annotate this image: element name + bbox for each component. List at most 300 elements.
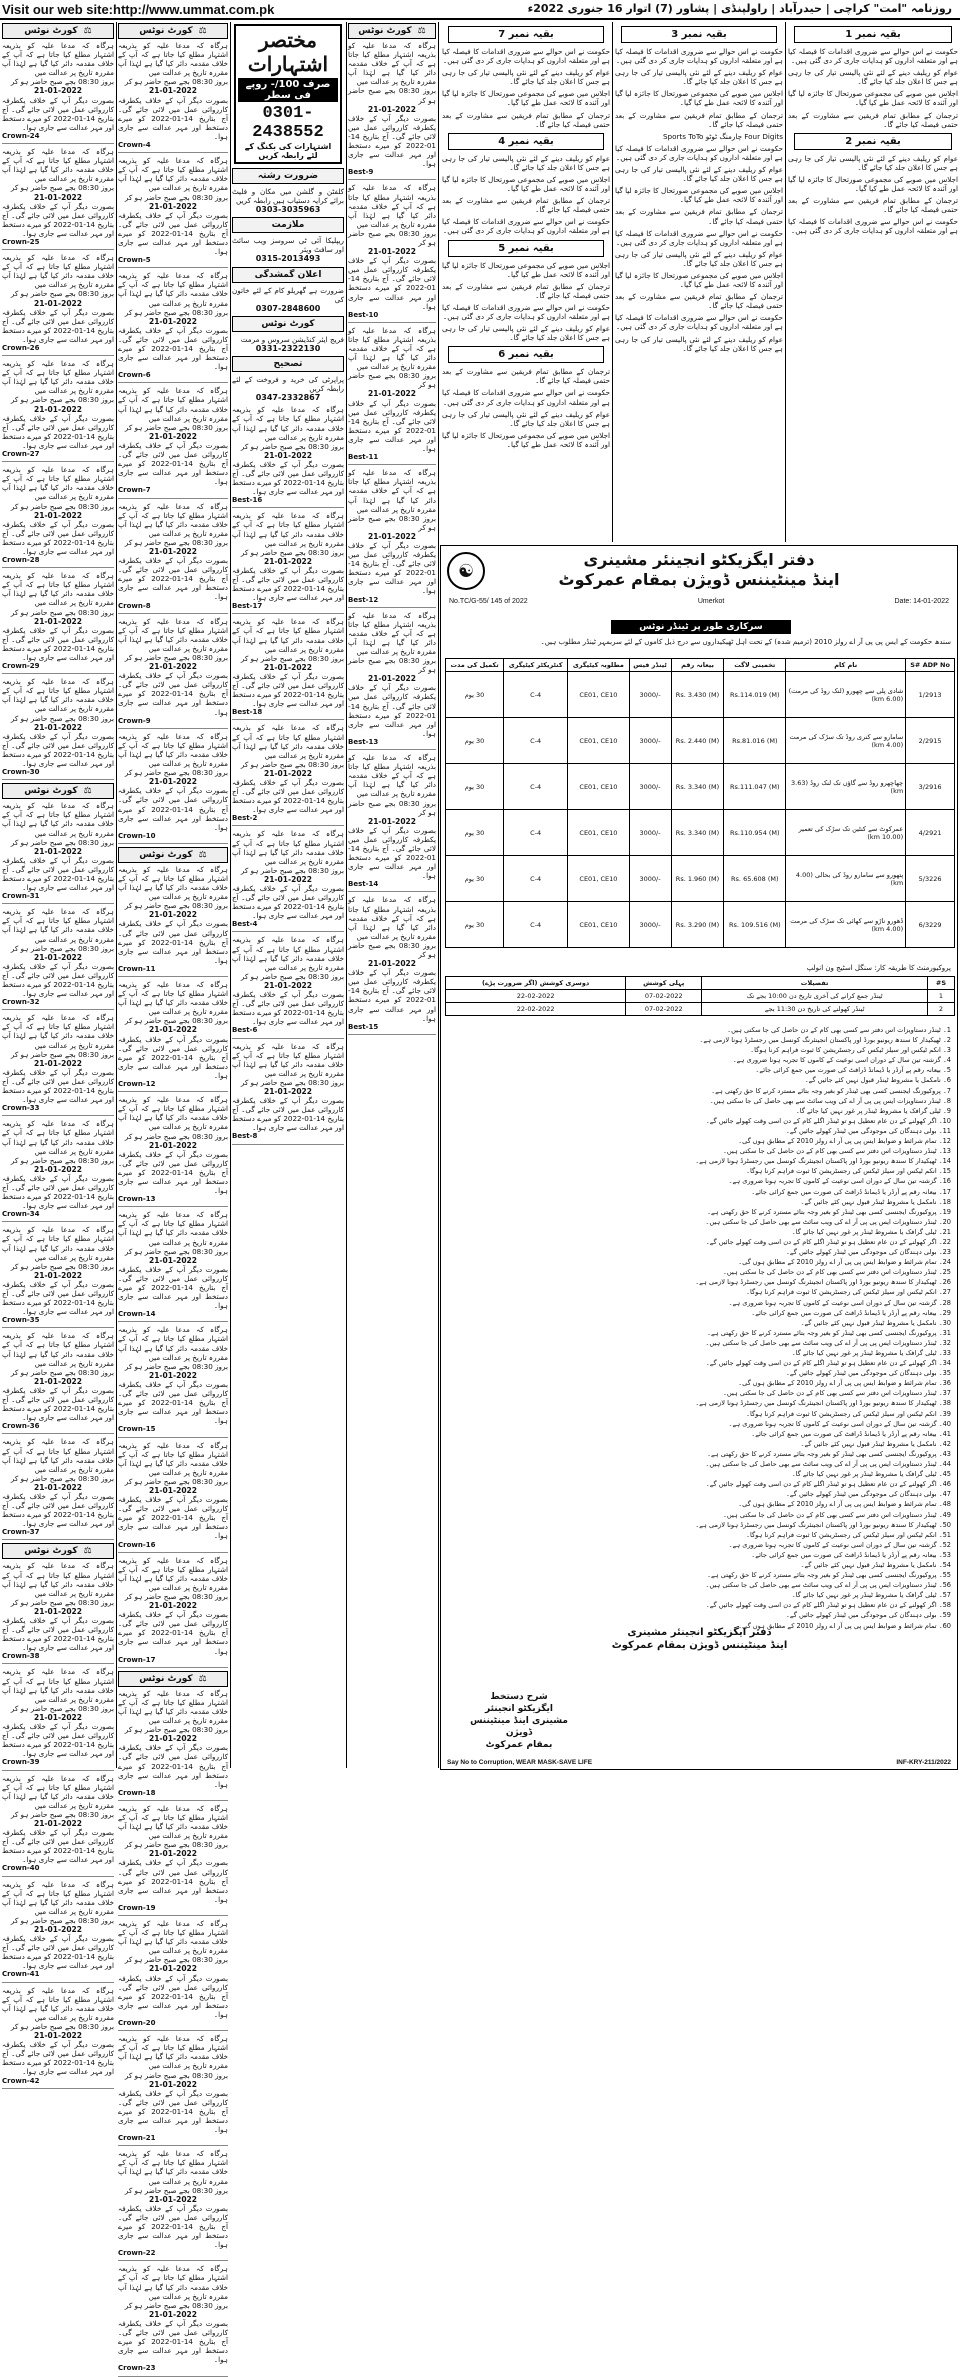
tender-condition: 51۔ انکم ٹیکس اور سیلز ٹیکس کی رجسٹریشن کا ثبوت فراہم کرنا ہوگا۔	[746, 1530, 951, 1539]
notice-body: بصورت دیگر آپ کے خلاف یکطرفہ کارروائی عمل میں لائی جائے گی۔ آج بتاریخ 14-01-2022 کو میرے دستخط اور مہر عدالت سے جاری ہوا۔	[2, 413, 114, 450]
notice-body: ہرگاہ کہ مدعا علیہ کو بذریعہ اشتہار مطلع کیا جاتا ہے کہ آپ کے خلاف مقدمہ دائر کیا گیا ہے لہٰذا آپ مقررہ تاریخ پر عدالت میں	[118, 1688, 228, 1726]
notice-hearing: بروز 08:30 بجے صبح حاضر ہو کر	[10, 1473, 114, 1483]
notice-code: Crown-14	[118, 1310, 156, 1319]
tender-condition: 27۔ انکم ٹیکس اور سیلز ٹیکس کی رجسٹریشن کا ثبوت فراہم کرنا ہوگا۔	[746, 1288, 951, 1297]
tender-condition: 31۔ پروکیورنگ ایجنسی کسی بھی ٹینڈر کو بغیر وجہ بتائے مسترد کرنے کا حق رکھتی ہے۔	[707, 1328, 951, 1337]
court-notice-header	[2, 1543, 114, 1559]
notice-body: بصورت دیگر آپ کے خلاف یکطرفہ کارروائی عمل میں لائی جائے گی۔ آج بتاریخ 14-01-2022 کو میرے دستخط اور مہر عدالت سے جاری ہوا۔	[232, 459, 344, 497]
notice-code: Crown-24	[2, 131, 40, 140]
article-paragraph: ترجمان کے مطابق تمام فریقین سے مشاورت کے بعد حتمی فیصلہ کیا جائے گا۔	[442, 196, 610, 215]
tender-spec: CE01, CE10	[568, 810, 629, 856]
notice-hearing: بروز 08:30 بجے صبح حاضر ہو کر	[10, 395, 114, 405]
court-notice-header	[2, 23, 114, 39]
tender-condition: 12۔ تمام شرائط و ضوابط ایس پی پی آر اے رولز 2010 کے مطابق ہوں گی۔	[738, 1137, 951, 1146]
tender-condition: 36۔ تمام شرائط و ضوابط ایس پی پی آر اے رولز 2010 کے مطابق ہوں گی۔	[738, 1379, 951, 1388]
notice-hearing: بروز 08:30 بجے صبح حاضر ہو کر	[10, 289, 114, 299]
notice-body: بصورت دیگر آپ کے خلاف یکطرفہ کارروائی عمل میں لائی جائے گی۔ آج بتاریخ 14-01-2022 کو میرے دستخط اور مہر عدالت سے جاری ہوا۔	[232, 884, 344, 921]
notice-hearing: بروز 08:30 بجے صبح حاضر ہو کر	[124, 307, 228, 317]
notice-body: ہرگاہ کہ مدعا علیہ کو بذریعہ اشتہار مطلع کیا جاتا ہے کہ آپ کے خلاف مقدمہ دائر کیا گیا ہے لہٰذا آپ مقررہ تاریخ پر عدالت میں	[2, 1561, 114, 1598]
notice-code: Best-11	[348, 453, 379, 462]
notice-code: Crown-15	[118, 1425, 156, 1434]
ad-text: کلفٹن و گلشن میں مکان و فلیٹ برائے کرایہ دستیاب ہیں رابطہ کریں	[232, 187, 344, 206]
article-paragraph: عوام کو ریلیف دینے کے لئے نئی پالیسی تیار کی جا رہی ہے جس کا اعلان جلد کیا جائے گا۔	[615, 249, 783, 268]
article-paragraph: ترجمان کے مطابق تمام فریقین سے مشاورت کے بعد حتمی فیصلہ کیا جائے گا۔	[442, 110, 610, 129]
tender-meta	[449, 598, 949, 605]
tender-condition: 5۔ بیعانہ رقم پے آرڈر یا ڈیمانڈ ڈرافٹ کی صورت میں جمع کرائی جائے۔	[755, 1066, 951, 1075]
notice-hearing: بروز 08:30 بجے صبح حاضر ہو کر	[10, 1261, 114, 1271]
article-paragraph: عوام کو ریلیف دینے کے لئے نئی پالیسی تیار کی جا رہی ہے جس کا اعلان جلد کیا جائے گا۔	[615, 334, 783, 353]
notice-body: ہرگاہ کہ مدعا علیہ کو بذریعہ اشتہار مطلع کیا جاتا ہے کہ آپ کے خلاف مقدمہ دائر کیا گیا ہے لہٰذا آپ مقررہ تاریخ پر عدالت میں	[348, 468, 436, 514]
article-continuation-head: بقیہ نمبر 6	[448, 346, 604, 363]
notice-code: Crown-41	[2, 1970, 40, 1979]
tender-earnest: Rs. 3.290 (M)	[671, 902, 724, 948]
notice-date: 21-01-2022	[264, 450, 312, 460]
tender-condition: 44۔ ٹینڈر دستاویزات ایس پی پی آر اے کی ویب سائٹ سے بھی حاصل کی جا سکتی ہیں۔	[705, 1460, 951, 1469]
tender-condition: 30۔ نامکمل یا مشروط ٹینڈر قبول نہیں کئے جائیں گے۔	[800, 1318, 951, 1327]
notice-date: 21-01-2022	[34, 952, 82, 962]
notice-date: 21-01-2022	[34, 1270, 82, 1280]
tender-condition: 10۔ اگر کھولنے کے دن عام تعطیل ہو تو ٹینڈر اگلے کام کے دن اسی وقت کھولے جائیں گے۔	[705, 1116, 951, 1125]
notice-body: ہرگاہ کہ مدعا علیہ کو بذریعہ اشتہار مطلع کیا جاتا ہے کہ آپ کے خلاف مقدمہ دائر کیا گیا ہے لہٰذا آپ مقررہ تاریخ پر عدالت میں	[348, 183, 436, 229]
court-notice	[2, 1225, 114, 1328]
tender-earnest: Rs. 1.960 (M)	[671, 856, 724, 902]
notice-hearing: بروز 08:30 بجے صبح حاضر ہو کر	[124, 1476, 228, 1486]
notice-code: Crown-10	[118, 831, 156, 840]
notice-body: بصورت دیگر آپ کے خلاف یکطرفہ کارروائی عمل میں لائی جائے گی۔ آج بتاریخ 14-01-2022 کو میرے دستخط اور مہر عدالت سے جاری ہوا۔	[348, 825, 436, 881]
court-notice	[2, 1561, 114, 1664]
notice-body: بصورت دیگر آپ کے خلاف یکطرفہ کارروائی عمل میں لائی جائے گی۔ آج بتاریخ 14-01-2022 کو میرے دستخط اور مہر عدالت سے جاری ہوا۔	[2, 731, 114, 769]
ad-text: فریج ایئر کنڈیشن سروس و مرمت	[240, 334, 344, 344]
notice-hearing: بروز 08:30 بجے صبح حاضر ہو کر	[10, 713, 114, 723]
notice-hearing: بروز 08:30 بجے صبح حاضر ہو کر	[348, 86, 436, 105]
notice-body: بصورت دیگر آپ کے خلاف یکطرفہ کارروائی عمل میں لائی جائے گی۔ آج بتاریخ 14-01-2022 کو میرے دستخط اور مہر عدالت سے جاری ہوا۔	[2, 2040, 114, 2077]
notice-body: بصورت دیگر آپ کے خلاف یکطرفہ کارروائی عمل میں لائی جائے گی۔ آج بتاریخ 14-01-2022 کو میرے دستخط اور مہر عدالت سے جاری ہوا۔	[2, 519, 114, 556]
court-notice-header-label: کورٹ نوٹس	[358, 26, 412, 36]
tender-sno: 6/3229	[906, 902, 955, 948]
ad-phone[interactable]: 0303-3035963	[255, 205, 321, 215]
anti-corruption-slogan: Say No to Corruption, WEAR MASK-SAVE LIFE	[447, 1759, 593, 1766]
tender-condition: 40۔ گزشتہ تین سال کے دوران اسی نوعیت کے کاموں کا تجربہ ہونا ضروری ہے۔	[728, 1419, 951, 1428]
article-paragraph: اجلاس میں صوبے کی مجموعی صورتحال کا جائزہ لیا گیا اور آئندہ کا لائحہ عمل طے کیا گیا۔	[615, 89, 783, 108]
notice-hearing: بروز 08:30 بجے صبح حاضر ہو کر	[124, 2185, 228, 2195]
notice-body: بصورت دیگر آپ کے خلاف یکطرفہ کارروائی عمل میں لائی جائے گی۔ آج بتاریخ 14-01-2022 کو میرے دستخط اور مہر عدالت سے جاری ہوا۔	[118, 671, 228, 717]
notice-body: ہرگاہ کہ مدعا علیہ کو بذریعہ اشتہار مطلع کیا جاتا ہے کہ آپ کے خلاف مقدمہ دائر کیا گیا ہے لہٰذا آپ مقررہ تاریخ پر عدالت میں	[118, 2149, 228, 2186]
notice-hearing: بروز 08:30 بجے صبح حاضر ہو کر	[348, 656, 436, 675]
gavel-icon: ⚖	[198, 1673, 207, 1684]
notice-hearing: بروز 08:30 بجے صبح حاضر ہو کر	[124, 768, 228, 778]
court-notice	[118, 732, 228, 844]
tender-office-title-line-1: دفتر ایگزیکٹو انجینئر مشینری	[583, 550, 815, 569]
tender-condition: 35۔ بولی دہندگان کی موجودگی میں ٹینڈر کھولے جائیں گے۔	[786, 1369, 951, 1378]
tender-intro: سندھ حکومت کے ایس پی پی آر اے رولز 2010 (ترمیم شدہ) کے تحت اہل ٹھیکیداروں سے درج ذیل کاموں کے لئے سربمہر ٹینڈر مطلوب ہیں۔	[540, 638, 951, 646]
article-paragraph: حکومت نے اس حوالے سے ضروری اقدامات کا فیصلہ کیا ہے اور متعلقہ اداروں کو ہدایات جاری کر دی گئی ہیں۔	[615, 47, 783, 66]
tender-cost: Rs.111.047 (M)	[724, 764, 786, 810]
gavel-icon: ⚖	[83, 1546, 92, 1557]
court-notice	[118, 1095, 228, 1207]
tender-sno: 3/2916	[906, 764, 955, 810]
article-paragraph: اجلاس میں صوبے کی مجموعی صورتحال کا جائزہ لیا گیا اور آئندہ کا لائحہ عمل طے کیا گیا۔	[442, 430, 610, 449]
notice-body: ہرگاہ کہ مدعا علیہ کو بذریعہ اشتہار مطلع کیا جاتا ہے کہ آپ کے خلاف مقدمہ دائر کیا گیا ہے لہٰذا آپ مقررہ تاریخ پر عدالت میں	[2, 907, 114, 944]
notice-hearing: بروز 08:30 بجے صبح حاضر ہو کر	[124, 422, 228, 432]
notice-body: بصورت دیگر آپ کے خلاف یکطرفہ کارروائی عمل میں لائی جائے گی۔ آج بتاریخ 14-01-2022 کو میرے دستخط اور مہر عدالت سے جاری ہوا۔	[118, 1149, 228, 1196]
column-divider	[785, 22, 786, 542]
column-divider	[438, 22, 439, 1768]
notice-date: 21-01-2022	[149, 86, 197, 96]
ad-phone[interactable]: 0315-2013493	[255, 254, 321, 264]
notice-hearing: بروز 08:30 بجے صبح حاضر ہو کر	[124, 1592, 228, 1601]
article-paragraph: اجلاس میں صوبے کی مجموعی صورتحال کا جائزہ لیا گیا اور آئندہ کا لائحہ عمل طے کیا گیا۔	[442, 89, 610, 108]
tender-col-header: کنٹریکٹر کیٹیگری	[504, 659, 568, 672]
notice-body: ہرگاہ کہ مدعا علیہ کو بذریعہ اشتہار مطلع کیا جاتا ہے کہ آپ کے خلاف مقدمہ دائر کیا گیا ہے لہٰذا آپ مقررہ تاریخ پر عدالت میں	[232, 723, 344, 760]
notice-date: 21-01-2022	[368, 247, 416, 257]
notice-code: Crown-38	[2, 1652, 40, 1661]
tender-spec: CE01, CE10	[568, 902, 629, 948]
notice-body: بصورت دیگر آپ کے خلاف یکطرفہ کارروائی عمل میں لائی جائے گی۔ آج بتاریخ 14-01-2022 کو میرے دستخط اور مہر عدالت سے جاری ہوا۔	[2, 1616, 114, 1653]
notice-date: 21-01-2022	[368, 816, 416, 826]
court-notice-header-label: کورٹ نوٹس	[24, 786, 78, 797]
court-notice	[232, 405, 344, 508]
notice-hearing: بروز 08:30 بجے صبح حاضر ہو کر	[240, 971, 344, 981]
notice-body: ہرگاہ کہ مدعا علیہ کو بذریعہ اشتہار مطلع کیا جاتا ہے کہ آپ کے خلاف مقدمہ دائر کیا گیا ہے لہٰذا آپ مقررہ تاریخ پر عدالت میں	[232, 1041, 344, 1078]
court-notice	[118, 1210, 228, 1322]
article-paragraph: حکومت نے اس حوالے سے ضروری اقدامات کا فیصلہ کیا ہے اور متعلقہ اداروں کو ہدایات جاری کر دی گئی ہیں۔	[615, 313, 783, 332]
notice-date: 21-01-2022	[149, 1255, 197, 1265]
court-notice	[348, 611, 436, 750]
tender-condition: 32۔ ٹینڈر دستاویزات ایس پی پی آر اے کی ویب سائٹ سے بھی حاصل کی جا سکتی ہیں۔	[705, 1338, 951, 1347]
notice-hearing: بروز 08:30 بجے صبح حاضر ہو کر	[10, 2021, 114, 2031]
notice-date: 21-01-2022	[149, 1849, 197, 1859]
tender-sno: 4/2921	[906, 810, 955, 856]
classified-phone[interactable]: 0301-2438552	[252, 104, 324, 142]
tender-condition: 26۔ ٹھیکیدار کا سندھ ریونیو بورڈ اور پاکستان انجینئرنگ کونسل میں رجسٹرڈ ہونا لازمی ہے۔	[695, 1278, 951, 1287]
court-notice	[2, 801, 114, 904]
notice-date: 21-01-2022	[34, 616, 82, 626]
notice-date: 21-01-2022	[368, 389, 416, 399]
tender-work-name: چھاچھرو روڈ سے گاؤں تک لنک روڈ (3.63 km)	[786, 764, 906, 810]
tender-sno: 1/2913	[906, 672, 955, 718]
tender-earnest: Rs. 3.340 (M)	[671, 764, 724, 810]
notice-body: بصورت دیگر آپ کے خلاف یکطرفہ کارروائی عمل میں لائی جائے گی۔ آج بتاریخ 14-01-2022 کو میرے دستخط اور مہر عدالت سے جاری ہوا۔	[118, 2203, 228, 2250]
notice-body: ہرگاہ کہ مدعا علیہ کو بذریعہ اشتہار مطلع کیا جاتا ہے کہ آپ کے خلاف مقدمہ دائر کیا گیا ہے لہٰذا آپ مقررہ تاریخ پر عدالت میں	[348, 325, 436, 372]
notice-date: 21-01-2022	[368, 674, 416, 684]
court-notice-header	[2, 783, 114, 799]
tender-table-body	[446, 672, 955, 948]
notice-date: 21-01-2022	[264, 874, 312, 884]
notice-body: بصورت دیگر آپ کے خلاف یکطرفہ کارروائی عمل میں لائی جائے گی۔ آج بتاریخ 14-01-2022 کو میرے دستخط اور مہر عدالت سے جاری ہوا۔	[2, 95, 114, 132]
court-notice	[118, 156, 228, 268]
schedule-col-header: S#	[927, 977, 954, 990]
notice-date: 21-01-2022	[264, 980, 312, 990]
tender-footer-office	[447, 1626, 952, 1652]
article-paragraph: اجلاس میں صوبے کی مجموعی صورتحال کا جائزہ لیا گیا اور آئندہ کا لائحہ عمل طے کیا گیا۔	[788, 89, 958, 108]
article-continuation-head: بقیہ نمبر 2	[794, 133, 952, 150]
tender-cost: Rs. 65.608 (M)	[724, 856, 786, 902]
notice-body: ہرگاہ کہ مدعا علیہ کو بذریعہ اشتہار مطلع کیا جاتا ہے کہ آپ کے خلاف مقدمہ دائر کیا گیا ہے لہٰذا آپ مقررہ تاریخ پر عدالت میں	[2, 147, 114, 184]
notice-hearing: بروز 08:30 بجے صبح حاضر ہو کر	[124, 2300, 228, 2310]
notice-hearing: بروز 08:30 بجے صبح حاضر ہو کر	[124, 1361, 228, 1371]
tender-place: Umerkot	[697, 598, 725, 605]
court-notice-header-label: کورٹ نوٹس	[139, 849, 193, 860]
notice-date: 21-01-2022	[149, 2309, 197, 2319]
notice-date: 21-01-2022	[34, 1606, 82, 1616]
article-paragraph: حکومت نے اس حوالے سے ضروری اقدامات کا فیصلہ کیا ہے اور متعلقہ اداروں کو ہدایات جاری کر دی گئی ہیں۔	[442, 302, 610, 321]
notice-hearing: بروز 08:30 بجے صبح حاضر ہو کر	[348, 228, 436, 247]
tender-ref-no: No.TC/G-55/ 145 of 2022	[449, 598, 528, 605]
article-continuation-head: بقیہ نمبر 1	[794, 26, 952, 43]
notice-code: Crown-39	[2, 1758, 40, 1767]
notice-code: Crown-40	[2, 1864, 40, 1873]
classified-title: مختصر اشتہارات	[247, 28, 329, 76]
notice-date: 21-01-2022	[34, 86, 82, 96]
notice-date: 21-01-2022	[368, 104, 416, 114]
schedule-sno: 1	[927, 990, 954, 1003]
notice-date: 21-01-2022	[149, 431, 197, 441]
schedule-row	[446, 990, 955, 1003]
notice-body: ہرگاہ کہ مدعا علیہ کو بذریعہ اشتہار مطلع کیا جاتا ہے کہ آپ کے خلاف مقدمہ دائر کیا گیا ہے لہٰذا آپ مقررہ تاریخ پر عدالت میں	[232, 829, 344, 866]
tender-sno: 5/3226	[906, 856, 955, 902]
notice-body: ہرگاہ کہ مدعا علیہ کو بذریعہ اشتہار مطلع کیا جاتا ہے کہ آپ کے خلاف مقدمہ دائر کیا گیا ہے لہٰذا آپ مقررہ تاریخ پر عدالت میں	[118, 1919, 228, 1956]
classified-ads-list	[232, 168, 344, 402]
notice-body: بصورت دیگر آپ کے خلاف یکطرفہ کارروائی عمل میں لائی جائے گی۔ آج بتاریخ 14-01-2022 کو میرے دستخط اور مہر عدالت سے جاری ہوا۔	[118, 1858, 228, 1904]
tender-signature	[459, 1691, 579, 1751]
notice-body: ہرگاہ کہ مدعا علیہ کو بذریعہ اشتہار مطلع کیا جاتا ہے کہ آپ کے خلاف مقدمہ دائر کیا گیا ہے لہٰذا آپ مقررہ تاریخ پر عدالت میں	[118, 501, 228, 538]
tender-condition: 54۔ نامکمل یا مشروط ٹینڈر قبول نہیں کئے جائیں گے۔	[800, 1560, 951, 1569]
tender-condition: 47۔ بولی دہندگان کی موجودگی میں ٹینڈر کھولے جائیں گے۔	[786, 1490, 951, 1499]
tender-condition: 1۔ ٹینڈر دستاویزات اس دفتر سے کسی بھی کام کے دن حاصل کی جا سکتی ہیں۔	[727, 1026, 951, 1034]
site-url[interactable]: Visit our web site:http://www.ummat.com.pk	[2, 2, 275, 17]
notice-body: بصورت دیگر آپ کے خلاف یکطرفہ کارروائی عمل میں لائی جائے گی۔ آج بتاریخ 14-01-2022 کو میرے دستخط اور مہر عدالت سے جاری ہوا۔	[118, 440, 228, 487]
gavel-icon: ⚖	[83, 786, 92, 797]
tender-condition: 3۔ انکم ٹیکس اور سیلز ٹیکس کی رجسٹریشن کا ثبوت فراہم کرنا ہوگا۔	[750, 1046, 951, 1055]
notice-date: 21-01-2022	[34, 1818, 82, 1828]
classified-booking: اشتہارات کی بکنگ کے لئے رابطہ کریں	[244, 142, 332, 160]
article-continuation-head: بقیہ نمبر 4	[448, 133, 604, 150]
ads-section-head: ضرورت رشتہ	[232, 168, 344, 184]
notice-body: بصورت دیگر آپ کے خلاف یکطرفہ کارروائی عمل میں لائی جائے گی۔ آج بتاریخ 14-01-2022 کو میرے دستخط اور مہر عدالت سے جاری ہوا۔	[118, 1610, 228, 1656]
schedule-table-header	[446, 977, 955, 990]
classified-ad	[232, 286, 344, 313]
court-notice	[118, 617, 228, 729]
tender-condition: 58۔ اگر کھولنے کے دن عام تعطیل ہو تو ٹینڈر اگلے کام کے دن اسی وقت کھولے جائیں گے۔	[705, 1601, 951, 1610]
court-notices-column-3	[232, 405, 344, 1144]
court-notice	[232, 617, 344, 720]
tender-col-header: بیعانہ رقم	[671, 659, 724, 672]
tender-condition: 16۔ گزشتہ تین سال کے دوران اسی نوعیت کے کاموں کا تجربہ ہونا ضروری ہے۔	[728, 1177, 951, 1186]
gavel-icon: ⚖	[83, 26, 92, 36]
tender-condition: 29۔ بیعانہ رقم پے آرڈر یا ڈیمانڈ ڈرافٹ کی صورت میں جمع کرائی جائے۔	[751, 1308, 951, 1317]
notice-date: 21-01-2022	[264, 768, 312, 778]
tender-col-header: S# ADP No	[906, 659, 955, 672]
tender-condition: 59۔ بولی دہندگان کی موجودگی میں ٹینڈر کھولے جائیں گے۔	[786, 1611, 951, 1620]
court-notice	[118, 271, 228, 383]
tender-condition: 19۔ پروکیورنگ ایجنسی کسی بھی ٹینڈر کو بغیر وجہ بتائے مسترد کرنے کا حق رکھتی ہے۔	[707, 1207, 951, 1216]
court-notice	[118, 2034, 228, 2146]
tender-condition: 8۔ ٹینڈر دستاویزات ایس پی پی آر اے کی ویب سائٹ سے بھی حاصل کی جا سکتی ہیں۔	[709, 1096, 951, 1105]
notice-hearing: بروز 08:30 بجے صبح حاضر ہو کر	[10, 1367, 114, 1377]
notice-code: Best-2	[232, 814, 258, 823]
notice-body: بصورت دیگر آپ کے خلاف یکطرفہ کارروائی عمل میں لائی جائے گی۔ آج بتاریخ 14-01-2022 کو میرے دستخط اور مہر عدالت سے جاری ہوا۔	[118, 1743, 228, 1789]
article-paragraph: حکومت نے اس حوالے سے ضروری اقدامات کا فیصلہ کیا ہے اور متعلقہ اداروں کو ہدایات جاری کر دی گئی ہیں۔	[788, 47, 958, 66]
tender-period: 30 یوم	[446, 810, 504, 856]
article-paragraph: عوام کو ریلیف دینے کے لئے نئی پالیسی تیار کی جا رہی ہے جس کا اعلان جلد کیا جائے گا۔	[442, 409, 610, 428]
notice-code: Crown-11	[118, 964, 156, 973]
notice-code: Crown-32	[2, 998, 40, 1007]
notice-code: Crown-27	[2, 450, 40, 459]
tender-col-header: ٹینڈر فیس	[629, 659, 671, 672]
notice-hearing: بروز 08:30 بجے صبح حاضر ہو کر	[10, 1703, 114, 1713]
notice-body: بصورت دیگر آپ کے خلاف یکطرفہ کارروائی عمل میں لائی جائے گی۔ آج بتاریخ 14-01-2022 کو میرے دستخط اور مہر عدالت سے جاری ہوا۔	[2, 201, 114, 238]
notice-hearing: بروز 08:30 بجے صبح حاضر ہو کر	[240, 547, 344, 557]
court-notice	[118, 2149, 228, 2261]
schedule-col-header: پہلی کوشش	[626, 977, 702, 990]
ad-phone[interactable]: 0331-2322130	[255, 343, 321, 353]
column-divider	[612, 22, 613, 542]
notice-date: 21-01-2022	[34, 404, 82, 414]
inf-code: INF-KRY-211/2022	[896, 1759, 951, 1766]
article-paragraph: عوام کو ریلیف دینے کے لئے نئی پالیسی تیار کی جا رہی ہے جس کا اعلان جلد کیا جائے گا۔	[615, 68, 783, 87]
notice-body: ہرگاہ کہ مدعا علیہ کو بذریعہ اشتہار مطلع کیا جاتا ہے کہ آپ کے خلاف مقدمہ دائر کیا گیا ہے لہٰذا آپ مقررہ تاریخ پر عدالت میں	[118, 2034, 228, 2071]
notice-code: Best-13	[348, 737, 379, 746]
notice-body: بصورت دیگر آپ کے خلاف یکطرفہ کارروائی عمل میں لائی جائے گی۔ آج بتاریخ 14-01-2022 کو میرے دستخط اور مہر عدالت سے جاری ہوا۔	[118, 1034, 228, 1080]
notice-code: Best-6	[232, 1026, 258, 1035]
tender-condition: 7۔ پروکیورنگ ایجنسی کسی بھی ٹینڈر کو بغیر وجہ بتائے مسترد کرنے کا حق رکھتی ہے۔	[711, 1086, 951, 1095]
schedule-second-attempt: 22-02-2022	[446, 1003, 626, 1016]
tender-spec: CE01, CE10	[568, 856, 629, 902]
tender-condition: 48۔ تمام شرائط و ضوابط ایس پی پی آر اے رولز 2010 کے مطابق ہوں گی۔	[738, 1500, 951, 1509]
notice-date: 21-01-2022	[34, 2031, 82, 2041]
article-continuation-head: بقیہ نمبر 7	[448, 26, 604, 43]
notice-hearing: بروز 08:30 بجے صبح حاضر ہو کر	[240, 865, 344, 875]
tender-earnest: Rs. 3.430 (M)	[671, 672, 724, 718]
article-paragraph: اجلاس میں صوبے کی مجموعی صورتحال کا جائزہ لیا گیا اور آئندہ کا لائحہ عمل طے کیا گیا۔	[442, 174, 610, 194]
court-notice	[118, 980, 228, 1092]
classified-ad	[232, 236, 344, 263]
tender-earnest: Rs. 3.340 (M)	[671, 810, 724, 856]
notice-body: بصورت دیگر آپ کے خلاف یکطرفہ کارروائی عمل میں لائی جائے گی۔ آج بتاریخ 14-01-2022 کو میرے دستخط اور مہر عدالت سے جاری ہوا۔	[2, 1279, 114, 1317]
notice-body: بصورت دیگر آپ کے خلاف یکطرفہ کارروائی عمل میں لائی جائے گی۔ آج بتاریخ 14-01-2022 کو میرے دستخط اور مہر عدالت سے جاری ہوا۔	[2, 1934, 114, 1971]
tender-spec: CE01, CE10	[568, 718, 629, 764]
notice-body: ہرگاہ کہ مدعا علیہ کو بذریعہ اشتہار مطلع کیا جاتا ہے کہ آپ کے خلاف مقدمہ دائر کیا گیا ہے لہٰذا آپ مقررہ تاریخ پر عدالت میں	[118, 386, 228, 423]
tender-notice	[440, 545, 958, 1770]
notice-body: ہرگاہ کہ مدعا علیہ کو بذریعہ اشتہار مطلع کیا جاتا ہے کہ آپ کے خلاف مقدمہ دائر کیا گیا ہے لہٰذا آپ مقررہ تاریخ پر عدالت میں	[348, 753, 436, 799]
signature-line: ایگزیکٹو انجینئر	[485, 1704, 553, 1714]
notice-hearing: بروز 08:30 بجے صبح حاضر ہو کر	[10, 183, 114, 193]
notice-code: Best-9	[348, 168, 374, 177]
notice-hearing: بروز 08:30 بجے صبح حاضر ہو کر	[124, 1840, 228, 1850]
court-notice	[2, 147, 114, 250]
notice-body: ہرگاہ کہ مدعا علیہ کو بذریعہ اشتہار مطلع کیا جاتا ہے کہ آپ کے خلاف مقدمہ دائر کیا گیا ہے لہٰذا آپ مقررہ تاریخ پر عدالت میں	[118, 2264, 228, 2301]
court-notice	[2, 1880, 114, 1983]
tender-work-name: شادی پلی سے چھورو (لنک روڈ کی مرمت) (6.00 km)	[786, 672, 906, 718]
tender-row	[446, 902, 955, 948]
notice-date: 21-01-2022	[149, 201, 197, 211]
court-notices-column-1	[2, 22, 114, 2085]
gavel-icon: ⚖	[417, 26, 426, 36]
notice-body: ہرگاہ کہ مدعا علیہ کو بذریعہ اشتہار مطلع کیا جاتا ہے کہ آپ کے خلاف مقدمہ دائر کیا گیا ہے لہٰذا آپ مقررہ تاریخ پر عدالت میں	[118, 1325, 228, 1362]
tender-sno: 2/2915	[906, 718, 955, 764]
notice-body: بصورت دیگر آپ کے خلاف یکطرفہ کارروائی عمل میں لائی جائے گی۔ آج بتاریخ 14-01-2022 کو میرے دستخط اور مہر عدالت سے جاری ہوا۔	[2, 1173, 114, 1211]
notice-body: ہرگاہ کہ مدعا علیہ کو بذریعہ اشتہار مطلع کیا جاتا ہے کہ آپ کے خلاف مقدمہ دائر کیا گیا ہے لہٰذا آپ مقررہ تاریخ پر عدالت میں	[2, 1437, 114, 1474]
tender-category: C-4	[504, 718, 568, 764]
schedule-second-attempt: 22-02-2022	[446, 990, 626, 1003]
court-notice	[2, 1774, 114, 1877]
court-notice-header-label: کورٹ نوٹس	[24, 26, 78, 36]
notice-hearing: بروز 08:30 بجے صبح حاضر ہو کر	[348, 798, 436, 817]
notice-body: ہرگاہ کہ مدعا علیہ کو بذریعہ اشتہار مطلع کیا جاتا ہے کہ آپ کے خلاف مقدمہ دائر کیا گیا ہے لہٰذا آپ مقررہ تاریخ پر عدالت میں	[2, 1985, 114, 2022]
tender-condition: 45۔ ٹیلی گرافک یا مشروط ٹینڈر پر غور نہیں کیا جائے گا۔	[791, 1470, 951, 1479]
court-notice	[2, 1986, 114, 2089]
notice-code: Crown-35	[2, 1316, 40, 1325]
court-notice	[2, 1667, 114, 1770]
tender-period: 30 یوم	[446, 718, 504, 764]
notice-date: 21-01-2022	[149, 1734, 197, 1744]
tender-condition: 46۔ اگر کھولنے کے دن عام تعطیل ہو تو ٹینڈر اگلے کام کے دن اسی وقت کھولے جائیں گے۔	[705, 1480, 951, 1489]
notice-code: Crown-42	[2, 2076, 40, 2085]
notice-body: ہرگاہ کہ مدعا علیہ کو بذریعہ اشتہار مطلع کیا جاتا ہے کہ آپ کے خلاف مقدمہ دائر کیا گیا ہے لہٰذا آپ مقررہ تاریخ پر عدالت میں	[118, 1210, 228, 1247]
tender-condition: 43۔ پروکیورنگ ایجنسی کسی بھی ٹینڈر کو بغیر وجہ بتائے مسترد کرنے کا حق رکھتی ہے۔	[707, 1449, 951, 1458]
notice-body: بصورت دیگر آپ کے خلاف یکطرفہ کارروائی عمل میں لائی جائے گی۔ آج بتاریخ 14-01-2022 کو میرے دستخط اور مہر عدالت سے جاری ہوا۔	[348, 113, 436, 169]
tender-condition: 17۔ بیعانہ رقم پے آرڈر یا ڈیمانڈ ڈرافٹ کی صورت میں جمع کرائی جائے۔	[751, 1187, 951, 1196]
notice-body: ہرگاہ کہ مدعا علیہ کو بذریعہ اشتہار مطلع کیا جاتا ہے کہ آپ کے خلاف مقدمہ دائر کیا گیا ہے لہٰذا آپ مقررہ تاریخ پر عدالت میں	[118, 731, 228, 769]
article-paragraph: عوام کو ریلیف دینے کے لئے نئی پالیسی تیار کی جا رہی ہے جس کا اعلان جلد کیا جائے گا۔	[788, 68, 958, 87]
notice-date: 21-01-2022	[34, 722, 82, 732]
court-notice	[2, 465, 114, 568]
court-notice	[2, 1119, 114, 1222]
article-paragraph: اجلاس میں صوبے کی مجموعی صورتحال کا جائزہ لیا گیا اور آئندہ کا لائحہ عمل طے کیا گیا۔	[615, 270, 783, 290]
court-notice-header-label: کورٹ نوٹس	[139, 26, 193, 36]
court-notice	[2, 1437, 114, 1540]
notice-date: 21-01-2022	[149, 1025, 197, 1035]
ad-phone[interactable]: 0307-2848600	[255, 303, 321, 313]
ad-phone[interactable]: 0347-2332867	[255, 393, 321, 403]
notice-date: 21-01-2022	[34, 192, 82, 202]
notice-body: ہرگاہ کہ مدعا علیہ کو بذریعہ اشتہار مطلع کیا جاتا ہے کہ آپ کے خلاف مقدمہ دائر کیا گیا ہے لہٰذا آپ مقررہ تاریخ پر عدالت میں	[118, 41, 228, 78]
court-notice	[118, 502, 228, 614]
classified-ad	[232, 335, 344, 353]
notice-code: Crown-21	[118, 2134, 156, 2143]
notice-body: بصورت دیگر آپ کے خلاف یکطرفہ کارروائی عمل میں لائی جائے گی۔ آج بتاریخ 14-01-2022 کو میرے دستخط اور مہر عدالت سے جاری ہوا۔	[232, 777, 344, 815]
notice-hearing: بروز 08:30 بجے صبح حاضر ہو کر	[124, 1016, 228, 1026]
notice-date: 21-01-2022	[149, 1964, 197, 1974]
tender-condition: 55۔ پروکیورنگ ایجنسی کسی بھی ٹینڈر کو بغیر وجہ بتائے مسترد کرنے کا حق رکھتی ہے۔	[707, 1571, 951, 1580]
court-notice	[2, 907, 114, 1010]
sindh-government-seal-icon: ☯	[447, 552, 485, 590]
notice-hearing: بروز 08:30 بجے صبح حاضر ہو کر	[124, 77, 228, 87]
notice-hearing: بروز 08:30 بجے صبح حاضر ہو کر	[124, 1725, 228, 1735]
notice-hearing: بروز 08:30 بجے صبح حاضر ہو کر	[124, 537, 228, 547]
notice-body: بصورت دیگر آپ کے خلاف یکطرفہ کارروائی عمل میں لائی جائے گی۔ آج بتاریخ 14-01-2022 کو میرے دستخط اور مہر عدالت سے جاری ہوا۔	[118, 210, 228, 257]
notice-code: Crown-13	[118, 1195, 156, 1204]
notice-hearing: بروز 08:30 بجے صبح حاضر ہو کر	[10, 837, 114, 847]
tender-works-table	[445, 658, 955, 948]
article-paragraph: عوام کو ریلیف دینے کے لئے نئی پالیسی تیار کی جا رہی ہے جس کا اعلان جلد کیا جائے گا۔	[788, 153, 958, 172]
tender-condition: 33۔ ٹیلی گرافک یا مشروط ٹینڈر پر غور نہیں کیا جائے گا۔	[791, 1349, 951, 1357]
notice-hearing: بروز 08:30 بجے صبح حاضر ہو کر	[10, 1915, 114, 1925]
court-notice	[2, 1331, 114, 1434]
court-notice	[232, 723, 344, 826]
court-notices-column-4	[348, 22, 436, 1770]
notice-body: بصورت دیگر آپ کے خلاف یکطرفہ کارروائی عمل میں لائی جائے گی۔ آج بتاریخ 14-01-2022 کو میرے دستخط اور مہر عدالت سے جاری ہوا۔	[2, 307, 114, 344]
notice-body: بصورت دیگر آپ کے خلاف یکطرفہ کارروائی عمل میں لائی جائے گی۔ آج بتاریخ 14-01-2022 کو میرے دستخط اور مہر عدالت سے جاری ہوا۔	[118, 1379, 228, 1426]
tender-condition: 2۔ ٹھیکیدار کا سندھ ریونیو بورڈ اور پاکستان انجینئرنگ کونسل میں رجسٹرڈ ہونا لازمی ہے۔	[699, 1036, 951, 1045]
notice-body: بصورت دیگر آپ کے خلاف یکطرفہ کارروائی عمل میں لائی جائے گی۔ آج بتاریخ 14-01-2022 کو میرے دستخط اور مہر عدالت سے جاری ہوا۔	[348, 683, 436, 738]
notice-date: 21-01-2022	[149, 910, 197, 920]
tender-condition: 25۔ ٹینڈر دستاویزات اس دفتر سے کسی بھی کام کے دن حاصل کی جا سکتی ہیں۔	[723, 1268, 951, 1277]
court-notice	[348, 41, 436, 180]
tender-cost: Rs.81.016 (M)	[724, 718, 786, 764]
tender-condition: 15۔ انکم ٹیکس اور سیلز ٹیکس کی رجسٹریشن کا ثبوت فراہم کرنا ہوگا۔	[746, 1167, 951, 1176]
notice-hearing: بروز 08:30 بجے صبح حاضر ہو کر	[10, 1809, 114, 1819]
